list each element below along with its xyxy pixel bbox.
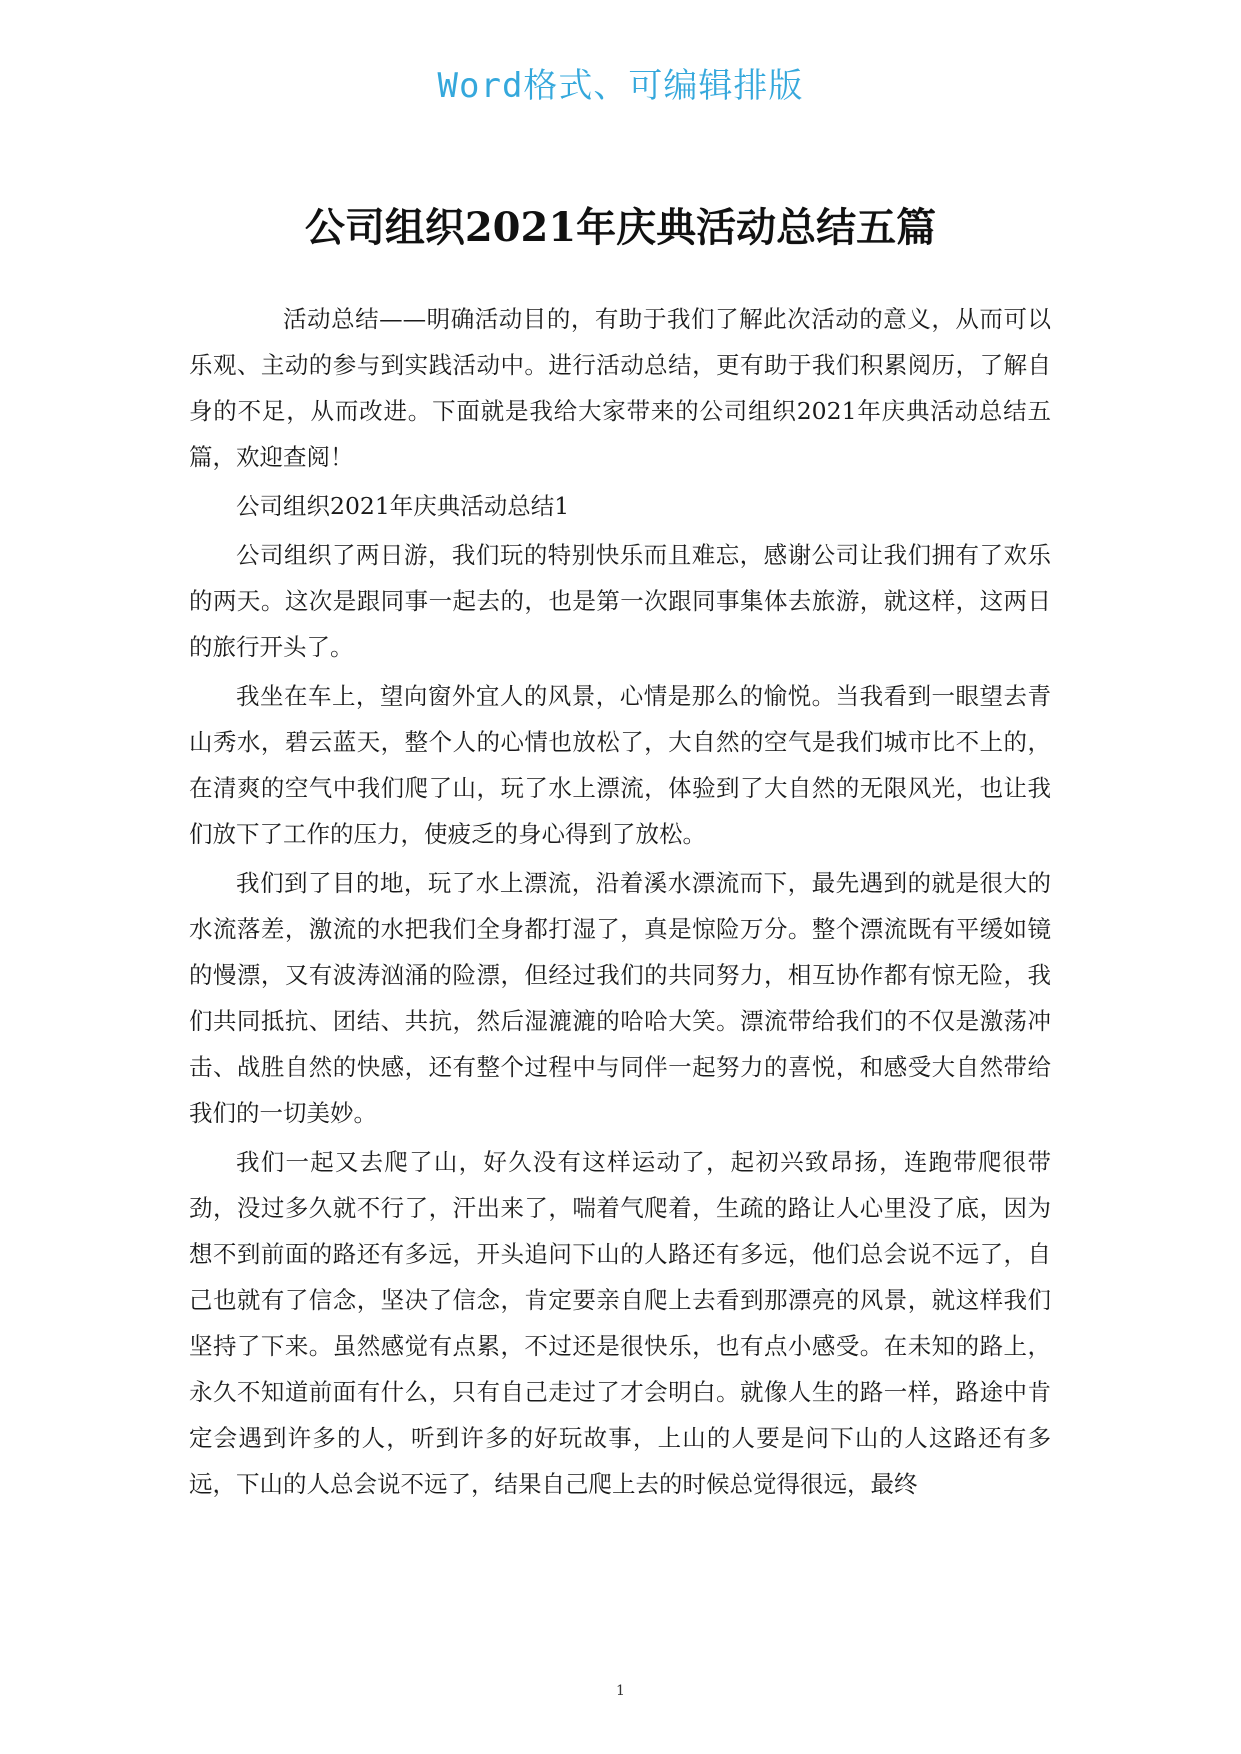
body-paragraph: 我们一起又去爬了山，好久没有这样运动了，起初兴致昂扬，连跑带爬很带劲，没过多久就不行了，汗出来了，喘着气爬着，生疏的路让人心里没了底，因为想不到前面的路还有多远，开头追问下山的人路还有多远，他们总会说不远了，自己也就有了信念，坚决了信念，肯定要亲自爬上去看到那漂亮的风景，就这样我们坚持了下来。虽然感觉有点累，不过还是很快乐，也有点小感受。在未知的路上，永久不知道前面有什么，只有自己走过了才会明白。就像人生的路一样，路途中肯定会遇到许多的人，听到许多的好玩故事，上山的人要是问下山的人这路还有多远，下山的人总会说不远了，结果自己爬上去的时候总觉得很远，最终 [189,1148,1051,1498]
document-title: 公司组织2021年庆典活动总结五篇 [304,204,937,251]
header-note: Word格式、可编辑排版 [437,66,804,106]
body-paragraph: 我们到了目的地，玩了水上漂流，沿着溪水漂流而下，最先遇到的就是很大的水流落差，激流的水把我们全身都打湿了，真是惊险万分。整个漂流既有平缓如镜的慢漂，又有波涛汹涌的险漂，但经过我们的共同努力，相互协作都有惊无险，我们共同抵抗、团结、共抗，然后湿漉漉的哈哈大笑。漂流带给我们的不仅是激荡冲击、战胜自然的快感，还有整个过程中与同伴一起努力的喜悦，和感受大自然带给我们的一切美妙。 [189,869,1051,1127]
page-number: 1 [616,1683,625,1699]
body-paragraph: 公司组织了两日游，我们玩的特别快乐而且难忘，感谢公司让我们拥有了欢乐的两天。这次是跟同事一起去的，也是第一次跟同事集体去旅游，就这样，这两日的旅行开头了。 [189,541,1051,661]
intro-paragraph: 活动总结——明确活动目的，有助于我们了解此次活动的意义，从而可以乐观、主动的参与到实践活动中。进行活动总结，更有助于我们积累阅历，了解自身的不足，从而改进。下面就是我给大家带来的公司组织2021年庆典活动总结五篇，欢迎查阅！ [189,305,1051,471]
document-body [189,296,1051,1510]
section-heading: 公司组织2021年庆典活动总结1 [236,492,570,520]
body-paragraph: 我坐在车上，望向窗外宜人的风景，心情是那么的愉悦。当我看到一眼望去青山秀水，碧云蓝天，整个人的心情也放松了，大自然的空气是我们城市比不上的，在清爽的空气中我们爬了山，玩了水上漂流，体验到了大自然的无限风光，也让我们放下了工作的压力，使疲乏的身心得到了放松。 [189,682,1051,848]
